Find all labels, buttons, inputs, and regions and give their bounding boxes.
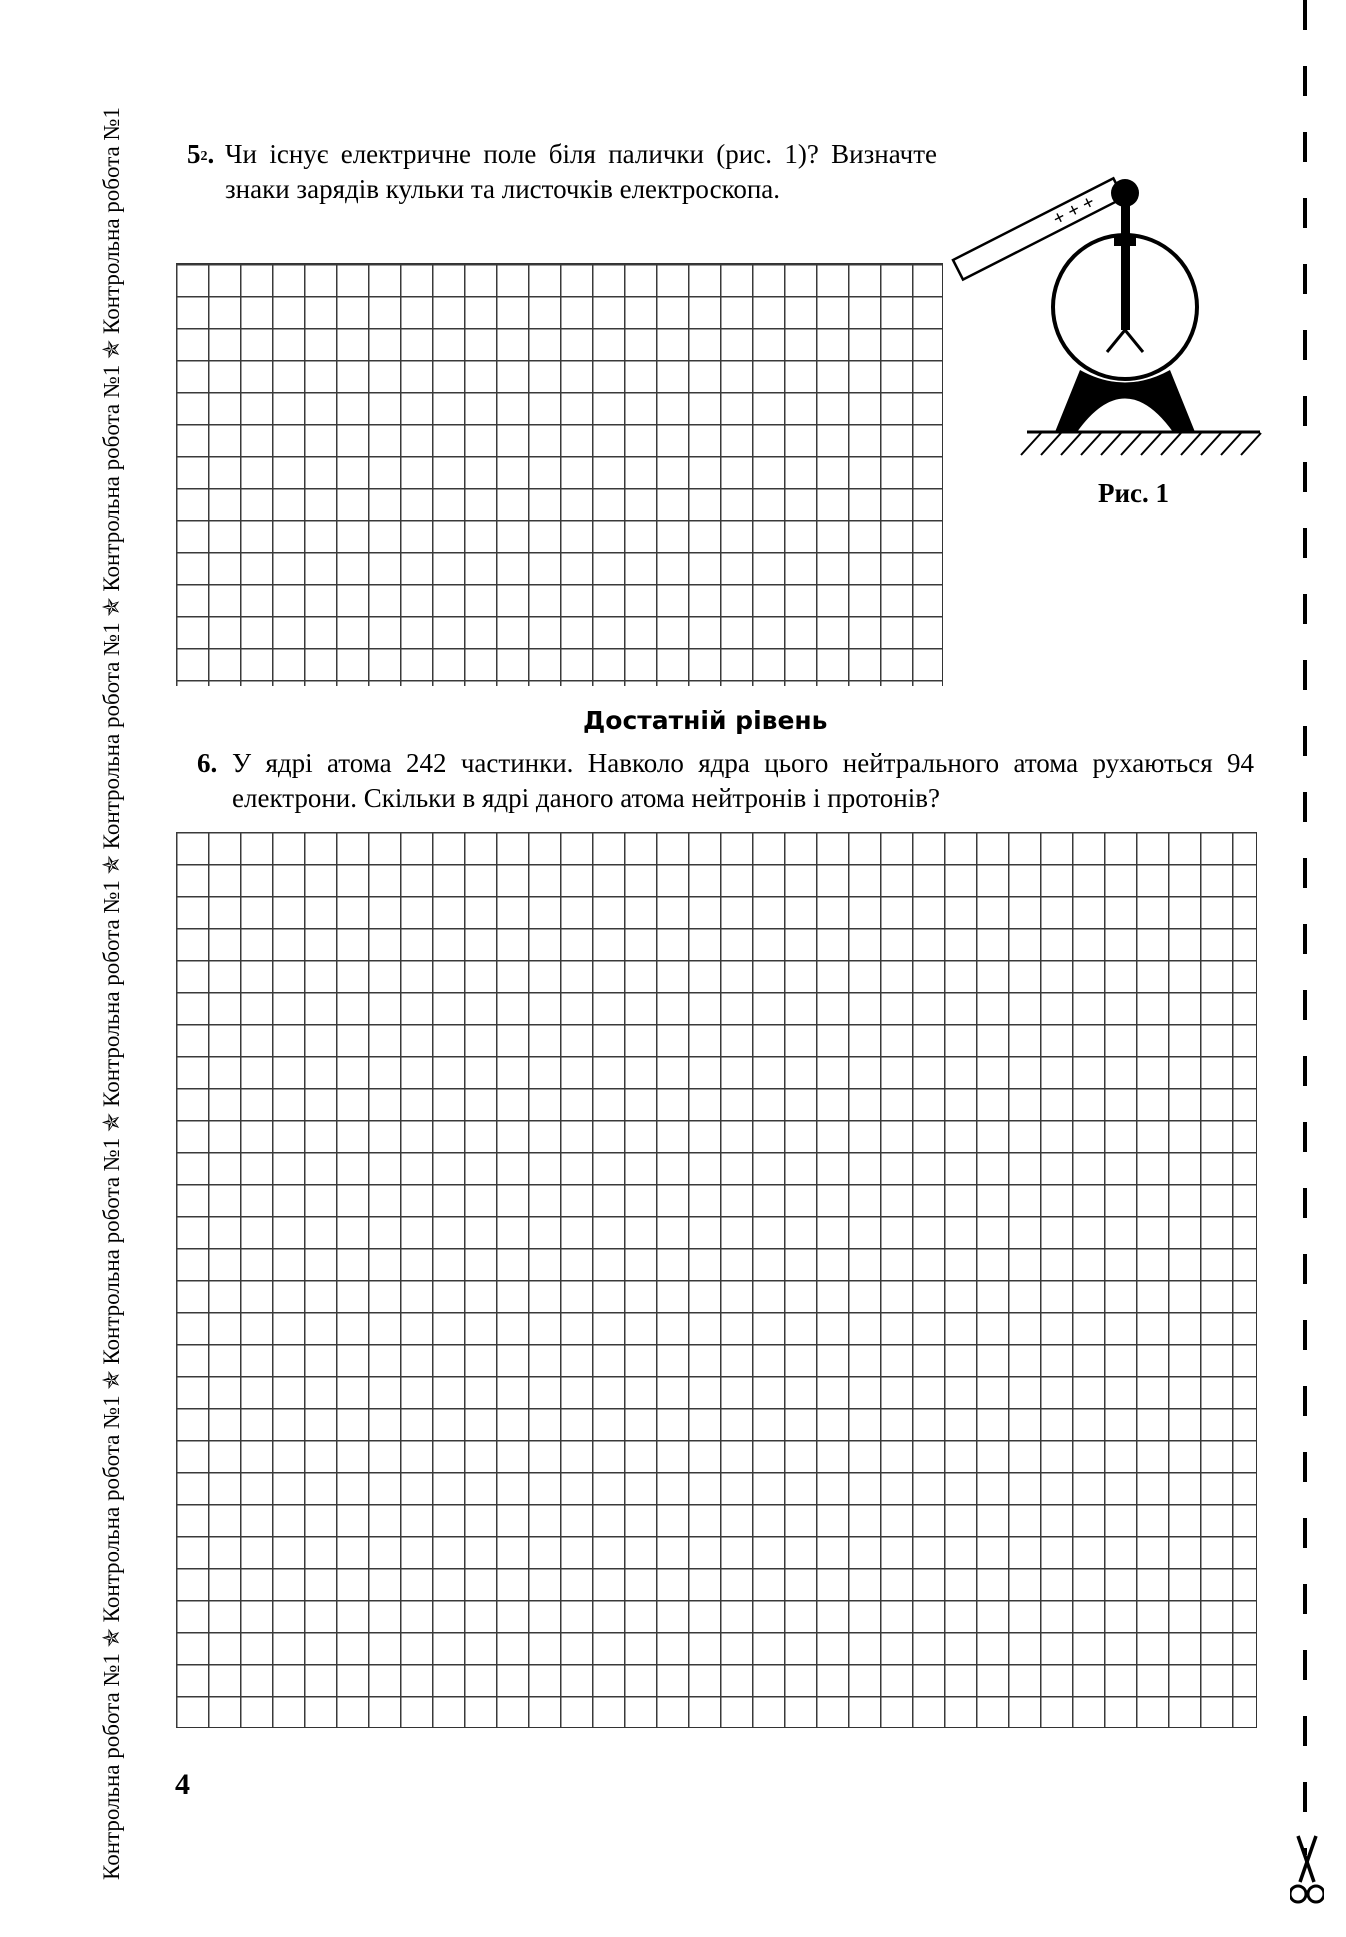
electroscope-figure <box>945 130 1265 470</box>
task-5 <box>187 137 937 207</box>
answer-grid-task-6[interactable] <box>176 832 1257 1728</box>
page-number: 4 <box>175 1768 190 1801</box>
cut-line <box>1303 0 1307 1855</box>
answer-grid-task-5[interactable] <box>176 263 943 686</box>
task-6 <box>197 746 1254 816</box>
scissors-icon <box>1290 1832 1324 1908</box>
task-5-text: Чи існує електричне поле біля палички (рис. 1)? Визначте знаки зарядів кульки та листочків електроскопа. <box>225 139 937 204</box>
level-heading: Достатній рівень <box>583 706 828 735</box>
task-5-number: $5^2$. <box>187 139 215 169</box>
task-6-number: 6. <box>197 748 218 778</box>
task-6-text: У ядрі атома 242 частинки. Навколо ядра цього нейтрального атома рухаються 94 електрони. Скільки в ядрі даного атома нейтронів і протонів? <box>232 748 1254 813</box>
side-repeating-title: Контрольна робота №1 ✯ Контрольна робота №1 ✯ Контрольна робота №1 ✯ Контрольна робота №1 ✯ Контрольна робота №1 ✯ Контрольна робота №1 ✯ Контрольна робота №1 <box>99 107 124 1880</box>
figure-caption: Рис. 1 <box>1098 478 1170 508</box>
rod-charge-signs: + + + <box>1049 190 1099 231</box>
